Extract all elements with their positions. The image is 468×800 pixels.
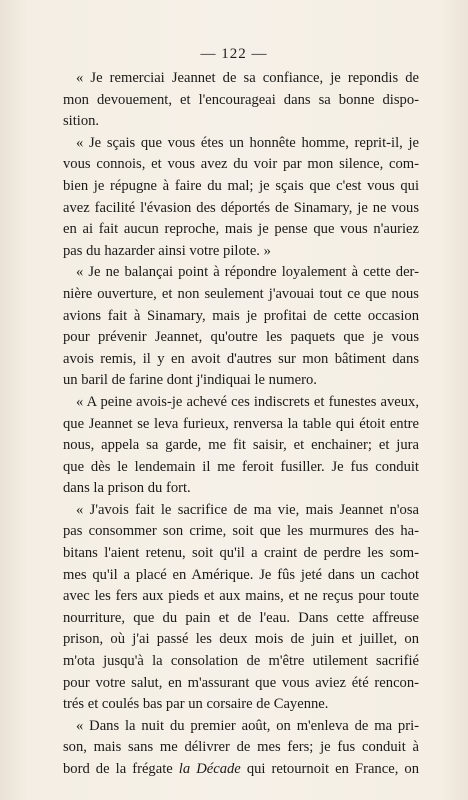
text-line: avec les fers aux pieds et aux mains, et ne reçus pour toute	[63, 588, 419, 605]
text-line: sition.	[63, 113, 100, 130]
text-line: nourriture, que du pain et de l'eau. Dans cette affreuse	[63, 609, 419, 626]
text-line: un baril de farine dont j'indiquai le numero.	[63, 372, 317, 389]
text-line: trés et coulés bas par un corsaire de Cayenne.	[63, 696, 329, 713]
paragraph	[63, 716, 419, 781]
text-line: que Jeannet se leva furieux, renversa la table qui étoit entre	[63, 415, 419, 432]
paragraph	[63, 68, 419, 133]
text-line: pour votre salut, en m'assurant que vous aviez été rencon-	[63, 674, 419, 691]
text-line: m'ota jusqu'à la consolation de m'être utilement sacrifié	[63, 653, 419, 670]
text-line: nière ouverture, et non seulement j'avouai tout ce que nous	[63, 285, 419, 302]
text-line	[63, 759, 419, 781]
text-line: son, mais sans me délivrer de mes fers; je fus conduit à	[63, 739, 419, 756]
text-line: avois remis, il y en avoit d'autres sur mon bâtiment dans	[63, 350, 419, 367]
text-line: bien je répugne à faire du mal; je sçais que c'est vous qui	[63, 177, 419, 194]
text-line: pas du hazarder ainsi votre pilote. »	[63, 242, 271, 259]
ship-name: la Décade	[178, 761, 241, 777]
text-line: pas consommer son crime, soit que les murmures des ha-	[63, 523, 419, 540]
text-line: que dès le lendemain il me feroit fusiller. Je fus conduit	[63, 458, 419, 475]
text-line: nous, appela sa garde, me fit saisir, et enchainer; et jura	[63, 437, 419, 454]
text-line: « Dans la nuit du premier août, on m'enleva de ma pri-	[76, 717, 419, 734]
text-line: mon devouement, et l'encourageai dans sa bonne dispo-	[63, 91, 419, 108]
text-line: « Je ne balançai point à répondre loyalement à cette der-	[76, 264, 419, 281]
paragraph	[63, 392, 419, 500]
text-line: avez facilité l'évasion des déportés de Sinamary, je ne vous	[63, 199, 419, 216]
text-line: en ai fait aucun reproche, mais je pense que vous n'auriez	[63, 221, 419, 238]
paragraph	[63, 133, 419, 263]
text-line: avions fait à Sinamary, mais je profitai de cette occasion	[63, 307, 419, 324]
text-line: dans la prison du fort.	[63, 480, 191, 497]
text-line: bitans l'aient retenu, soit qu'il a craint de perdre les som-	[63, 545, 419, 562]
text-line: « Je remerciai Jeannet de sa confiance, je repondis de	[76, 70, 419, 86]
body-text	[63, 68, 419, 781]
text-line: prison, où j'ai passé les deux mois de juin et juillet, on	[63, 631, 419, 648]
text-fragment: bord de la frégate	[63, 761, 179, 777]
text-line: « A peine avois-je achevé ces indiscrets et funestes aveux,	[76, 393, 419, 410]
text-line: « Je sçais que vous étes un honnête homme, reprit-il, je	[76, 134, 419, 151]
text-line: mes qu'il a placé en Amérique. Je fûs jeté dans un cachot	[63, 566, 419, 583]
page-number: — 122 —	[200, 46, 268, 62]
text-line: vous connois, et vous avez du voir par mon silence, com-	[63, 156, 419, 173]
paragraph	[63, 262, 419, 392]
text-line: pour prévenir Jeannet, qu'outre les paquets que je vous	[63, 329, 419, 346]
text-fragment: qui retournoit en France, on	[240, 761, 419, 777]
paragraph	[63, 500, 419, 716]
text-line: « J'avois fait le sacrifice de ma vie, mais Jeannet n'osa	[76, 501, 419, 518]
